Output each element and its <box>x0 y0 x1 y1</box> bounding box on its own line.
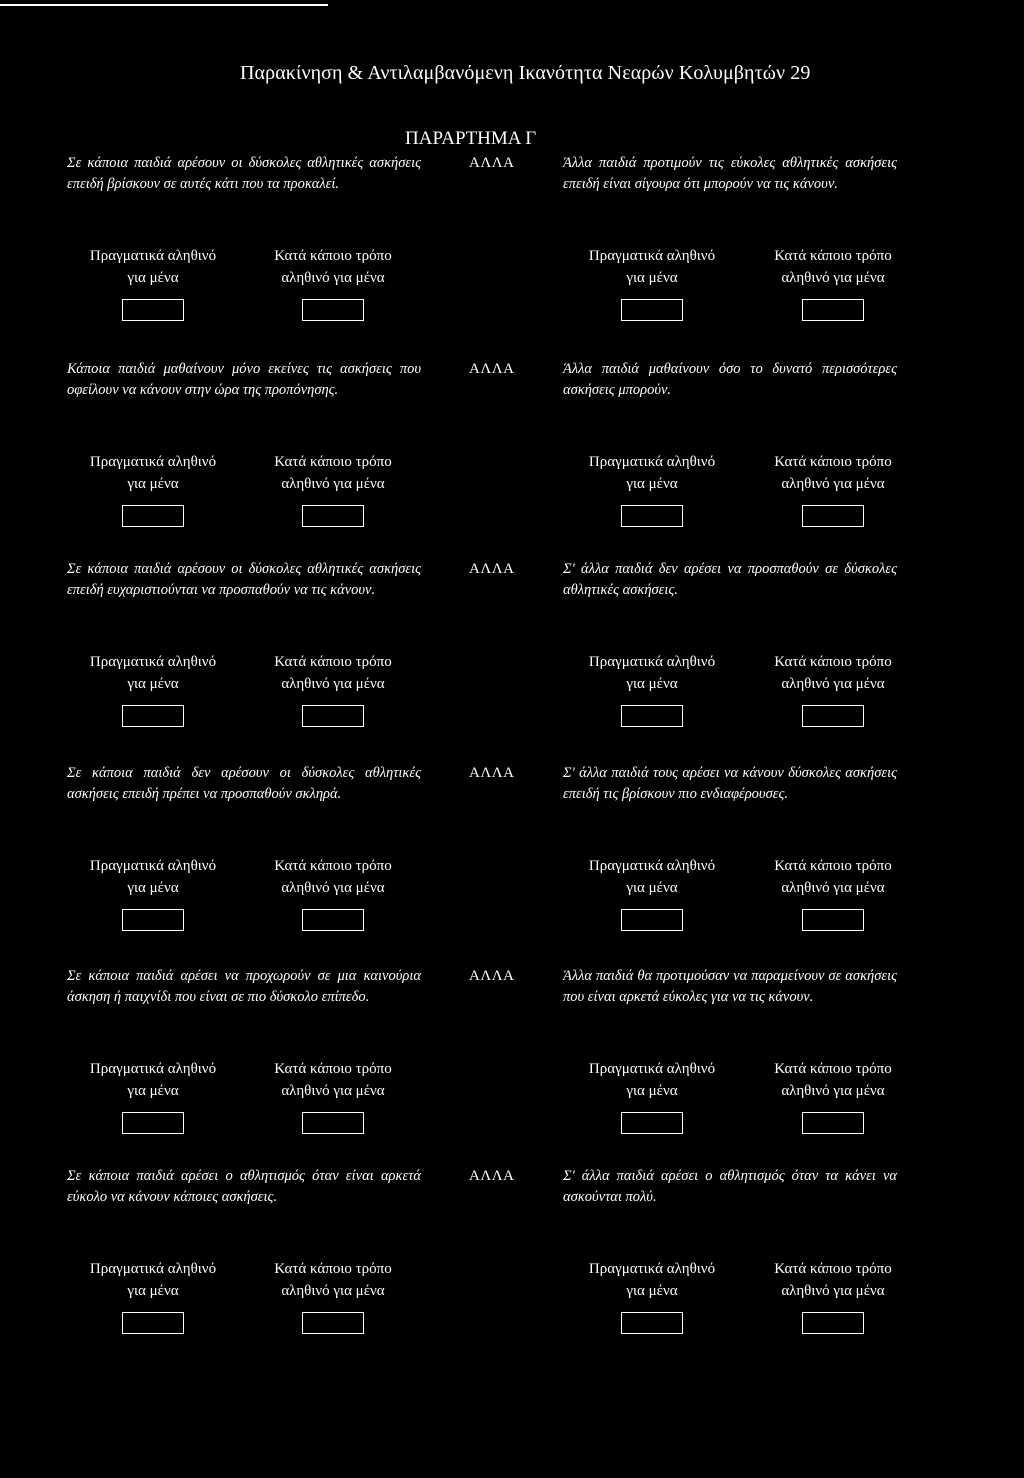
checkbox-left-sort-of-true[interactable] <box>302 705 364 727</box>
option-label-left-sort-of-true <box>243 451 423 495</box>
checkbox-left-sort-of-true[interactable] <box>302 299 364 321</box>
option-label-right-sort-of-true <box>743 651 923 695</box>
option-label-line2: αληθινό για μένα <box>281 1283 385 1299</box>
option-label-left-sort-of-true <box>243 855 423 899</box>
appendix-title: ΠΑΡΑΡΤΗΜΑ Γ <box>405 128 537 149</box>
checkbox-right-really-true[interactable] <box>621 505 683 527</box>
option-label-line2: για μένα <box>127 676 179 692</box>
checkbox-left-really-true[interactable] <box>122 299 184 321</box>
option-label-right-really-true <box>562 651 742 695</box>
option-label-line1: Κατά κάποιο τρόπο <box>774 858 892 874</box>
option-label-line1: Πραγματικά αληθινό <box>89 1061 217 1077</box>
statement-left: Κάποια παιδιά μαθαίνουν μόνο εκείνες τις ασκήσεις που οφείλουν να κάνουν στην ώρα της προπόνησης. <box>67 361 421 398</box>
but-connector: ΑΛΛΑ <box>469 361 515 377</box>
option-label-left-sort-of-true <box>243 245 423 289</box>
option-label-line1: Πραγματικά αληθινό <box>89 858 217 874</box>
option-label-line2: αληθινό για μένα <box>781 676 885 692</box>
option-label-line1: Πραγματικά αληθινό <box>89 454 217 470</box>
statement-right: Σ' άλλα παιδιά δεν αρέσει να προσπαθούν σε δύσκολες αθλητικές ασκήσεις. <box>563 561 897 598</box>
but-connector: ΑΛΛΑ <box>469 155 515 171</box>
option-label-right-really-true <box>562 855 742 899</box>
question-item <box>0 153 1024 353</box>
checkbox-right-really-true[interactable] <box>621 1112 683 1134</box>
option-label-line1: Κατά κάποιο τρόπο <box>774 1261 892 1277</box>
checkbox-left-really-true[interactable] <box>122 909 184 931</box>
statement-right: Άλλα παιδιά προτιμούν τις εύκολες αθλητικές ασκήσεις επειδή είναι σίγουρα ότι μπορούν να τις κάνουν. <box>563 155 897 192</box>
option-label-line1: Κατά κάποιο τρόπο <box>274 1261 392 1277</box>
option-label-line2: αληθινό για μένα <box>781 476 885 492</box>
option-label-left-really-true <box>63 245 243 289</box>
option-label-line1: Πραγματικά αληθινό <box>588 654 716 670</box>
checkbox-right-really-true[interactable] <box>621 1312 683 1334</box>
option-label-line1: Κατά κάποιο τρόπο <box>774 454 892 470</box>
option-label-line2: για μένα <box>127 880 179 896</box>
checkbox-left-sort-of-true[interactable] <box>302 505 364 527</box>
checkbox-right-sort-of-true[interactable] <box>802 299 864 321</box>
option-label-line2: για μένα <box>626 676 678 692</box>
option-label-right-really-true <box>562 245 742 289</box>
option-label-right-sort-of-true <box>743 451 923 495</box>
option-label-right-sort-of-true <box>743 855 923 899</box>
option-label-line2: για μένα <box>127 1283 179 1299</box>
but-connector: ΑΛΛΑ <box>469 765 515 781</box>
option-label-line1: Κατά κάποιο τρόπο <box>274 654 392 670</box>
checkbox-left-really-true[interactable] <box>122 1312 184 1334</box>
option-label-left-sort-of-true <box>243 651 423 695</box>
option-label-left-sort-of-true <box>243 1258 423 1302</box>
statement-left: Σε κάποια παιδιά αρέσει ο αθλητισμός όταν είναι αρκετά εύκολο να κάνουν κάποιες ασκήσεις. <box>67 1168 421 1205</box>
checkbox-right-sort-of-true[interactable] <box>802 1312 864 1334</box>
option-label-line1: Κατά κάποιο τρόπο <box>774 1061 892 1077</box>
option-label-line2: για μένα <box>127 1083 179 1099</box>
option-label-line2: για μένα <box>127 270 179 286</box>
option-label-line2: αληθινό για μένα <box>781 1083 885 1099</box>
question-item <box>0 559 1024 759</box>
option-label-right-sort-of-true <box>743 245 923 289</box>
option-label-line1: Κατά κάποιο τρόπο <box>274 1061 392 1077</box>
option-label-right-really-true <box>562 1058 742 1102</box>
option-label-right-sort-of-true <box>743 1058 923 1102</box>
checkbox-right-really-true[interactable] <box>621 705 683 727</box>
statement-left: Σε κάποια παιδιά αρέσει να προχωρούν σε μια καινούρια άσκηση ή παιχνίδι που είναι σε πιο δύσκολο επίπεδο. <box>67 968 421 1005</box>
option-label-line1: Κατά κάποιο τρόπο <box>774 248 892 264</box>
checkbox-left-really-true[interactable] <box>122 505 184 527</box>
question-item <box>0 359 1024 559</box>
option-label-line2: για μένα <box>127 476 179 492</box>
option-label-line1: Πραγματικά αληθινό <box>89 654 217 670</box>
option-label-line1: Πραγματικά αληθινό <box>588 858 716 874</box>
option-label-left-really-true <box>63 1058 243 1102</box>
option-label-line2: για μένα <box>626 1083 678 1099</box>
checkbox-right-really-true[interactable] <box>621 909 683 931</box>
question-item <box>0 763 1024 963</box>
statement-right: Άλλα παιδιά θα προτιμούσαν να παραμείνουν σε ασκήσεις που είναι αρκετά εύκολες για να τις κάνουν. <box>563 968 897 1005</box>
question-item <box>0 1166 1024 1366</box>
statement-right: Σ' άλλα παιδιά τους αρέσει να κάνουν δύσκολες ασκήσεις επειδή τις βρίσκουν πιο ενδιαφέρουσες. <box>563 765 897 802</box>
top-rule <box>0 4 328 6</box>
option-label-line1: Πραγματικά αληθινό <box>588 1061 716 1077</box>
checkbox-left-sort-of-true[interactable] <box>302 909 364 931</box>
checkbox-right-sort-of-true[interactable] <box>802 909 864 931</box>
statement-right: Σ' άλλα παιδιά αρέσει ο αθλητισμός όταν τα κάνει να ασκούνται πολύ. <box>563 1168 897 1205</box>
option-label-line1: Πραγματικά αληθινό <box>588 454 716 470</box>
option-label-right-sort-of-true <box>743 1258 923 1302</box>
checkbox-left-really-true[interactable] <box>122 705 184 727</box>
option-label-right-really-true <box>562 1258 742 1302</box>
option-label-left-really-true <box>63 1258 243 1302</box>
checkbox-right-really-true[interactable] <box>621 299 683 321</box>
running-head: Παρακίνηση & Αντιλαμβανόμενη Ικανότητα Νεαρών Κολυμβητών 29 <box>240 62 811 84</box>
option-label-line2: αληθινό για μένα <box>781 270 885 286</box>
option-label-line2: για μένα <box>626 270 678 286</box>
checkbox-left-sort-of-true[interactable] <box>302 1312 364 1334</box>
option-label-left-really-true <box>63 855 243 899</box>
option-label-line1: Κατά κάποιο τρόπο <box>774 654 892 670</box>
option-label-right-really-true <box>562 451 742 495</box>
option-label-left-sort-of-true <box>243 1058 423 1102</box>
option-label-line2: αληθινό για μένα <box>281 880 385 896</box>
option-label-line2: αληθινό για μένα <box>281 270 385 286</box>
option-label-line1: Πραγματικά αληθινό <box>588 248 716 264</box>
but-connector: ΑΛΛΑ <box>469 968 515 984</box>
checkbox-right-sort-of-true[interactable] <box>802 705 864 727</box>
checkbox-right-sort-of-true[interactable] <box>802 505 864 527</box>
option-label-line2: αληθινό για μένα <box>281 476 385 492</box>
checkbox-right-sort-of-true[interactable] <box>802 1112 864 1134</box>
option-label-line2: για μένα <box>626 880 678 896</box>
statement-left: Σε κάποια παιδιά αρέσουν οι δύσκολες αθλητικές ασκήσεις επειδή ευχαριστιούνται να προσπαθούν να τις κάνουν. <box>67 561 421 598</box>
option-label-line2: αληθινό για μένα <box>281 1083 385 1099</box>
but-connector: ΑΛΛΑ <box>469 561 515 577</box>
option-label-line1: Πραγματικά αληθινό <box>89 1261 217 1277</box>
option-label-line2: αληθινό για μένα <box>781 1283 885 1299</box>
question-item <box>0 966 1024 1166</box>
option-label-line2: για μένα <box>626 1283 678 1299</box>
statement-left: Σε κάποια παιδιά αρέσουν οι δύσκολες αθλητικές ασκήσεις επειδή βρίσκουν σε αυτές κάτι που τα προκαλεί. <box>67 155 421 192</box>
statement-right: Άλλα παιδιά μαθαίνουν όσο το δυνατό περισσότερες ασκήσεις μπορούν. <box>563 361 897 398</box>
option-label-line2: αληθινό για μένα <box>281 676 385 692</box>
but-connector: ΑΛΛΑ <box>469 1168 515 1184</box>
checkbox-left-sort-of-true[interactable] <box>302 1112 364 1134</box>
option-label-line1: Πραγματικά αληθινό <box>89 248 217 264</box>
statement-left: Σε κάποια παιδιά δεν αρέσουν οι δύσκολες αθλητικές ασκήσεις επειδή πρέπει να προσπαθούν σκληρά. <box>67 765 421 802</box>
checkbox-left-really-true[interactable] <box>122 1112 184 1134</box>
option-label-line2: αληθινό για μένα <box>781 880 885 896</box>
option-label-left-really-true <box>63 451 243 495</box>
option-label-line1: Πραγματικά αληθινό <box>588 1261 716 1277</box>
option-label-line1: Κατά κάποιο τρόπο <box>274 454 392 470</box>
option-label-left-really-true <box>63 651 243 695</box>
option-label-line1: Κατά κάποιο τρόπο <box>274 858 392 874</box>
option-label-line1: Κατά κάποιο τρόπο <box>274 248 392 264</box>
option-label-line2: για μένα <box>626 476 678 492</box>
